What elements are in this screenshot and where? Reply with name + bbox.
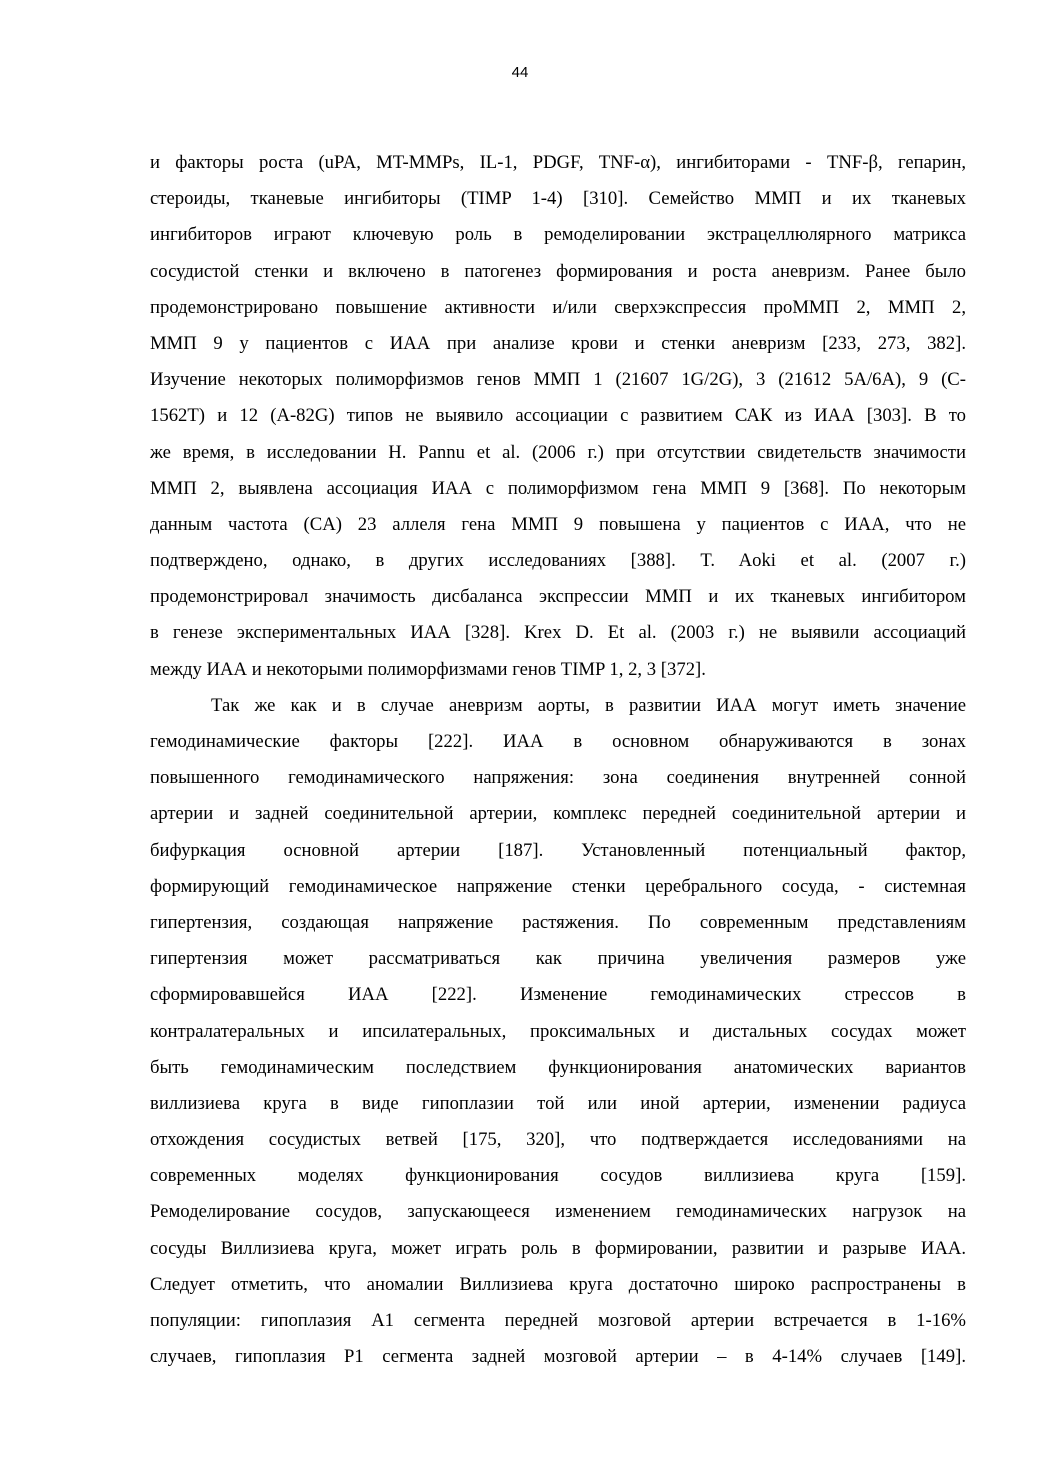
- text-line: сосуды Виллизиева круга, может играть роль в формировании, развитии и разрыве ИАА.: [150, 1237, 966, 1259]
- text-line: продемонстрировано повышение активности и/или сверхэкспрессия проММП 2, ММП 2,: [150, 296, 966, 318]
- text-line: сосудистой стенки и включено в патогенез формирования и роста аневризм. Ранее было: [150, 260, 966, 282]
- text-line: бифуркация основной артерии [187]. Установленный потенциальный фактор,: [150, 839, 966, 861]
- text-line: гипертензия, создающая напряжение растяжения. По современным представлениям: [150, 911, 966, 933]
- text-line: артерии и задней соединительной артерии, комплекс передней соединительной артерии и: [150, 803, 966, 825]
- text-line: Следует отметить, что аномалии Виллизиева круга достаточно широко распространены в: [150, 1273, 966, 1295]
- text-line: ММП 2, выявлена ассоциация ИАА с полиморфизмом гена ММП 9 [368]. По некоторым: [150, 477, 966, 499]
- text-line: между ИАА и некоторыми полиморфизмами генов TIMP 1, 2, 3 [372].: [150, 658, 706, 680]
- text-line: формирующий гемодинамическое напряжение стенки церебрального сосуда, - системная: [150, 875, 966, 897]
- text-line: быть гемодинамическим последствием функционирования анатомических вариантов: [150, 1056, 966, 1078]
- text-line: контралатеральных и ипсилатеральных, проксимальных и дистальных сосудах может: [150, 1020, 966, 1042]
- text-line: Изучение некоторых полиморфизмов генов ММП 1 (21607 1G/2G), 3 (21612 5A/6A), 9 (C-: [150, 369, 966, 391]
- text-line: Ремоделирование сосудов, запускающееся изменением гемодинамических нагрузок на: [150, 1201, 966, 1223]
- text-line: повышенного гемодинамического напряжения: зона соединения внутренней сонной: [150, 767, 966, 789]
- text-line: продемонстрировал значимость дисбаланса экспрессии ММП и их тканевых ингибитором: [150, 586, 966, 608]
- text-line: же время, в исследовании H. Pannu et al. (2006 г.) при отсутствии свидетельств значимости: [150, 441, 966, 463]
- text-line: 1562T) и 12 (A-82G) типов не выявило ассоциации с развитием САК из ИАА [303]. В то: [150, 405, 966, 427]
- text-line: современных моделях функционирования сосудов виллизиева круга [159].: [150, 1165, 966, 1187]
- text-line: популяции: гипоплазия А1 сегмента передней мозговой артерии встречается в 1-16%: [150, 1310, 966, 1331]
- text-line: сформировавшейся ИАА [222]. Изменение гемодинамических стрессов в: [150, 984, 966, 1006]
- text-line: в генезе экспериментальных ИАА [328]. Krex D. Et al. (2003 г.) не выявили ассоциаций: [150, 622, 966, 644]
- paragraph-2: [150, 688, 966, 1376]
- text-line: данным частота (CA) 23 аллеля гена ММП 9 повышена у пациентов с ИАА, что не: [150, 513, 966, 535]
- text-line: отхождения сосудистых ветвей [175, 320], что подтверждается исследованиями на: [150, 1129, 966, 1151]
- body-text: [150, 145, 966, 1375]
- text-line: виллизиева круга в виде гипоплазии той или иной артерии, изменении радиуса: [150, 1092, 966, 1114]
- text-line: ММП 9 у пациентов с ИАА при анализе крови и стенки аневризм [233, 273, 382].: [150, 332, 966, 354]
- text-line: гипертензия может рассматриваться как причина увеличения размеров уже: [150, 948, 966, 970]
- text-line: ингибиторов играют ключевую роль в ремоделировании экстрацеллюлярного матрикса: [150, 224, 966, 246]
- text-line: подтверждено, однако, в других исследованиях [388]. T. Aoki et al. (2007 г.): [150, 550, 966, 572]
- page-number: 44: [511, 64, 529, 81]
- paragraph-1: [150, 145, 966, 688]
- text-line: стероиды, тканевые ингибиторы (TIMP 1-4) [310]. Семейство ММП и их тканевых: [150, 188, 966, 210]
- text-line: Так же как и в случае аневризм аорты, в развитии ИАА могут иметь значение: [211, 694, 966, 716]
- text-line: случаев, гипоплазия Р1 сегмента задней мозговой артерии – в 4-14% случаев [149].: [150, 1346, 966, 1368]
- text-line: гемодинамические факторы [222]. ИАА в основном обнаруживаются в зонах: [150, 731, 966, 752]
- text-line: и факторы роста (uPA, MT-MMPs, IL-1, PDGF, TNF-α), ингибиторами - TNF-β, гепарин,: [150, 152, 966, 173]
